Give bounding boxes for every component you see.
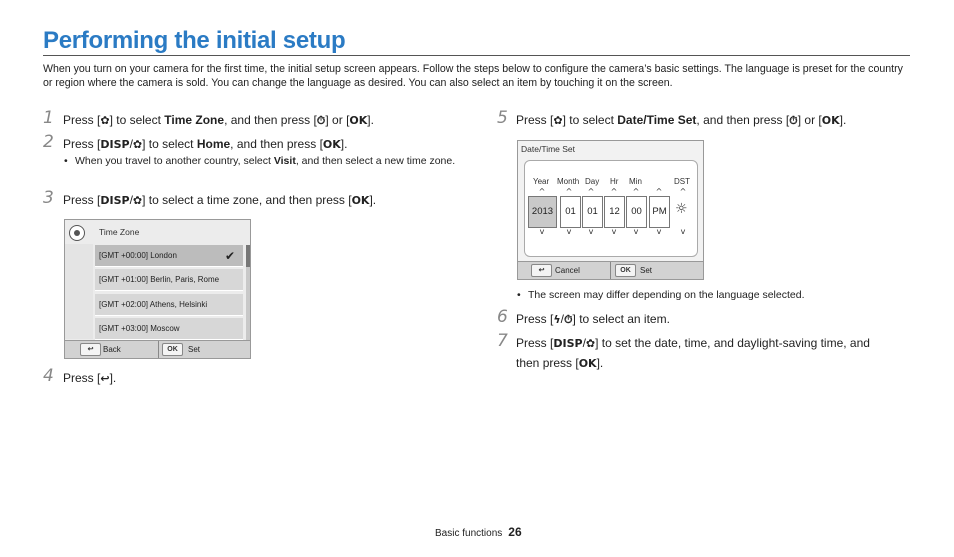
step-3 (63, 192, 376, 209)
cancel-label: Cancel (555, 266, 580, 275)
soft-key-bar (65, 340, 250, 358)
macro-icon: ✿ (100, 114, 110, 127)
step-7 (516, 335, 911, 372)
step-text: Press [ (516, 336, 554, 350)
page-title: Performing the initial setup (43, 27, 346, 54)
step-2 (63, 136, 347, 153)
dst-up-arrow[interactable]: ^ (679, 187, 687, 196)
disp-icon: DISP (553, 337, 583, 350)
self-timer-icon: ⏱ (789, 114, 798, 127)
step-bold-term: Home (196, 137, 231, 151)
ampm-field[interactable]: PM (649, 196, 670, 228)
bullet-dot: • (64, 155, 68, 167)
check-icon: ✔ (224, 249, 235, 263)
date-time-screen (517, 140, 704, 280)
col-label-dst: DST (674, 177, 690, 186)
step-text: ] to select a time zone, and then press [ (142, 193, 352, 207)
step-7-line-2 (516, 355, 911, 372)
ok-icon: OK (351, 194, 370, 207)
col-label-year: Year (533, 177, 550, 186)
scrollbar[interactable] (246, 245, 250, 340)
col-label-hr: Hr (610, 177, 619, 186)
time-zone-screen (64, 219, 251, 359)
step-text: ]. (367, 113, 374, 127)
step-bold-term: Date/Time Set (617, 113, 697, 127)
intro-paragraph: When you turn on your camera for the first time, the initial setup screen appears. Follow the steps below to configure the camera’s basic settings. The language is preset for the country or region where the camera is sold. You can change the language as desired. You can also select an item by touching it on the screen. (43, 63, 903, 89)
slash: / (582, 336, 586, 350)
step-text: Press [ (63, 137, 101, 151)
time-zone-item[interactable] (95, 269, 243, 291)
step-text: ] or [ (325, 113, 350, 127)
step-text: ] to select (562, 113, 618, 127)
ok-icon: OK (349, 114, 368, 127)
dst-sun-icon[interactable]: ☼ (675, 201, 688, 217)
col-label-min: Min (629, 177, 642, 186)
step-6 (516, 311, 670, 328)
step-1 (63, 112, 374, 129)
macro-icon: ✿ (585, 337, 596, 350)
step-text: ]. (340, 137, 348, 151)
step-4 (63, 370, 116, 387)
title-divider (43, 55, 910, 56)
step-4-number: 4 (43, 366, 54, 386)
step-text: Press [ (63, 113, 101, 127)
bullet-dot: • (517, 289, 521, 301)
ampm-down-arrow[interactable]: v (656, 227, 662, 236)
step-text: ] or [ (797, 113, 822, 127)
disp-icon: DISP (100, 138, 130, 151)
bar-divider (158, 341, 159, 358)
note-text: When you travel to another country, select (75, 155, 274, 167)
slash: / (560, 312, 564, 326)
day-field[interactable]: 01 (582, 196, 603, 228)
minute-up-arrow[interactable]: ^ (632, 187, 640, 196)
step-7-number: 7 (497, 331, 508, 351)
step-5-number: 5 (497, 108, 508, 128)
step-5 (516, 112, 846, 129)
step-text: , and then press [ (696, 113, 790, 127)
step-6-number: 6 (497, 307, 508, 327)
set-label: Set (640, 266, 653, 275)
page-number: 26 (508, 525, 522, 539)
step-text: ] to select (109, 113, 165, 127)
back-button[interactable] (80, 343, 101, 356)
year-field[interactable]: 2013 (528, 196, 557, 228)
self-timer-icon: ⏱ (563, 313, 573, 326)
time-zone-label: [GMT +00:00] London (99, 251, 177, 260)
ok-icon: OK (821, 114, 840, 127)
macro-icon: ✿ (132, 138, 143, 151)
macro-icon: ✿ (553, 114, 563, 127)
self-timer-icon: ⏱ (316, 114, 326, 127)
step-text: ]. (109, 371, 117, 385)
section-name: Basic functions (435, 528, 503, 539)
minute-down-arrow[interactable]: v (633, 227, 639, 236)
step-text: , and then press [ (224, 113, 317, 127)
back-icon: ↩ (100, 372, 110, 385)
left-panel (65, 244, 93, 339)
page-footer (435, 525, 522, 539)
note-text: The screen may differ depending on the language selected. (528, 289, 805, 301)
slash: / (129, 193, 133, 207)
dst-down-arrow[interactable]: v (680, 227, 686, 236)
day-up-arrow[interactable]: ^ (587, 187, 595, 196)
step-text: ]. (369, 193, 377, 207)
time-zone-item[interactable] (95, 318, 243, 340)
col-label-month: Month (557, 177, 580, 186)
back-icon: ↩ (538, 267, 545, 274)
step-7-line-1 (516, 335, 911, 352)
month-field[interactable]: 01 (560, 196, 581, 228)
ok-icon: OK (578, 357, 597, 370)
step-2-number: 2 (43, 132, 54, 152)
time-zone-item[interactable] (95, 294, 243, 316)
step-text: Press [ (516, 312, 554, 326)
ok-icon: OK (322, 138, 341, 151)
soft-key-bar (518, 261, 703, 279)
back-label: Back (103, 345, 121, 354)
step-text: Press [ (63, 193, 101, 207)
year-up-arrow[interactable]: ^ (538, 187, 546, 196)
hour-up-arrow[interactable]: ^ (610, 187, 618, 196)
screen-header: Time Zone (99, 227, 140, 237)
step-text: then press [ (516, 356, 579, 370)
disp-icon: DISP (100, 194, 130, 207)
col-label-day: Day (585, 177, 600, 186)
step-1-number: 1 (43, 108, 54, 128)
time-zone-label: [GMT +02:00] Athens, Helsinki (99, 300, 208, 309)
hour-down-arrow[interactable]: v (611, 227, 617, 236)
step-bold-term: Time Zone (164, 113, 225, 127)
step-text: ] to set the date, time, and daylight-saving time, and (595, 336, 870, 350)
bar-divider (610, 262, 611, 279)
step-text: ] to select (142, 137, 197, 151)
set-label: Set (188, 345, 201, 354)
step-5-note (517, 288, 908, 303)
note-bold: Visit (273, 155, 296, 167)
macro-icon: ✿ (132, 194, 143, 207)
time-zone-label: [GMT +01:00] Berlin, Paris, Rome (99, 275, 220, 284)
step-text: , and then press [ (230, 137, 323, 151)
ok-button[interactable]: OK (162, 343, 183, 356)
step-text: Press [ (516, 113, 554, 127)
note-text: , and then select a new time zone. (295, 155, 456, 167)
flash-icon: ϟ (553, 313, 561, 326)
time-zone-label: [GMT +03:00] Moscow (99, 324, 180, 333)
step-text: ] to select an item. (572, 312, 670, 326)
ampm-up-arrow[interactable]: ^ (655, 187, 663, 196)
day-down-arrow[interactable]: v (588, 227, 594, 236)
step-3-number: 3 (43, 188, 54, 208)
cancel-button[interactable] (531, 264, 552, 277)
step-text: ]. (596, 356, 604, 370)
month-down-arrow[interactable]: v (566, 227, 572, 236)
step-text: Press [ (63, 371, 101, 385)
minute-field[interactable]: 00 (626, 196, 647, 228)
time-zone-list (95, 245, 245, 340)
month-up-arrow[interactable]: ^ (565, 187, 573, 196)
step-text: ]. (839, 113, 847, 127)
screen-header: Date/Time Set (521, 144, 576, 154)
ok-button[interactable]: OK (615, 264, 636, 277)
step-2-note (64, 154, 460, 169)
year-down-arrow[interactable]: v (539, 227, 545, 236)
back-icon: ↩ (87, 346, 94, 353)
time-zone-item[interactable] (95, 245, 243, 267)
world-time-icon (69, 225, 85, 241)
hour-field[interactable]: 12 (604, 196, 625, 228)
slash: / (129, 137, 133, 151)
